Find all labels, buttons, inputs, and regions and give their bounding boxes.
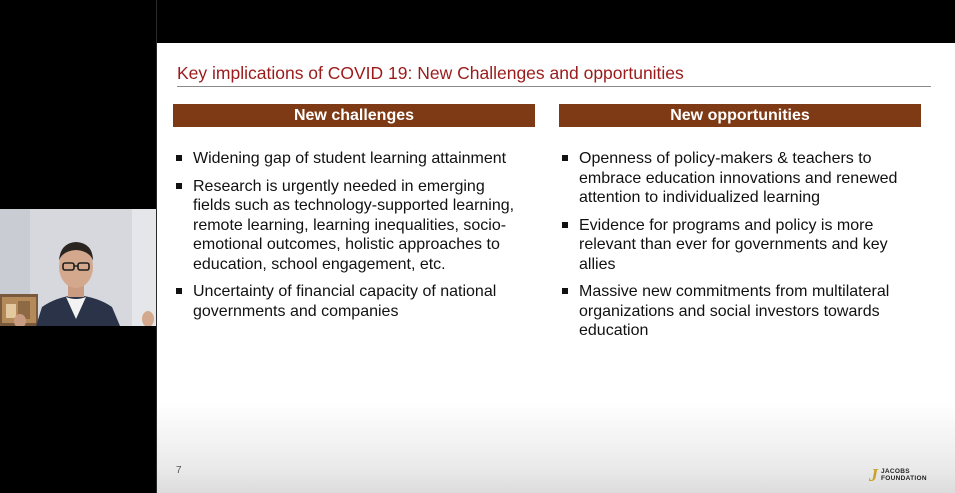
- square-bullet-icon: [176, 155, 182, 161]
- list-item-text: Research is urgently needed in emerging fields such as technology-supported learning, remote learning, learning inequalities, socio-emotional outcomes, holistic approaches to education, school engagement, etc.: [193, 177, 515, 273]
- opportunities-header: New opportunities: [559, 104, 921, 127]
- page-number: 7: [176, 465, 182, 476]
- square-bullet-icon: [562, 288, 568, 294]
- participant-video-icon: [0, 209, 156, 326]
- opportunities-list: [561, 149, 916, 349]
- list-item: [561, 149, 916, 208]
- square-bullet-icon: [176, 288, 182, 294]
- list-item: [175, 149, 520, 169]
- list-item-text: Evidence for programs and policy is more relevant than ever for governments and key allies: [579, 216, 888, 273]
- list-item-text: Massive new commitments from multilateral organizations and social investors towards education: [579, 283, 890, 339]
- list-item: [561, 282, 916, 341]
- jacobs-foundation-logo: [869, 466, 927, 484]
- challenges-header: New challenges: [173, 104, 535, 127]
- list-item: [561, 216, 916, 275]
- challenges-list: [175, 149, 520, 329]
- logo-mark-icon: J: [869, 465, 878, 485]
- list-item: [175, 177, 520, 275]
- participant-video-tile[interactable]: [0, 209, 156, 326]
- list-item-text: Widening gap of student learning attainment: [193, 150, 507, 167]
- logo-line-2: FOUNDATION: [881, 475, 927, 482]
- square-bullet-icon: [562, 222, 568, 228]
- participants-panel: [0, 0, 156, 493]
- list-item-text: Openness of policy-makers & teachers to embrace education innovations and renewed attention to individualized learning: [579, 150, 898, 206]
- list-item: [175, 282, 520, 321]
- square-bullet-icon: [176, 183, 182, 189]
- square-bullet-icon: [562, 155, 568, 161]
- title-divider: [177, 86, 931, 87]
- shared-slide: [157, 43, 955, 493]
- slide-title: Key implications of COVID 19: New Challenges and opportunities: [177, 63, 684, 83]
- logo-line-1: JACOBS: [881, 468, 910, 475]
- logo-text: [881, 468, 927, 482]
- list-item-text: Uncertainty of financial capacity of national governments and companies: [193, 283, 497, 320]
